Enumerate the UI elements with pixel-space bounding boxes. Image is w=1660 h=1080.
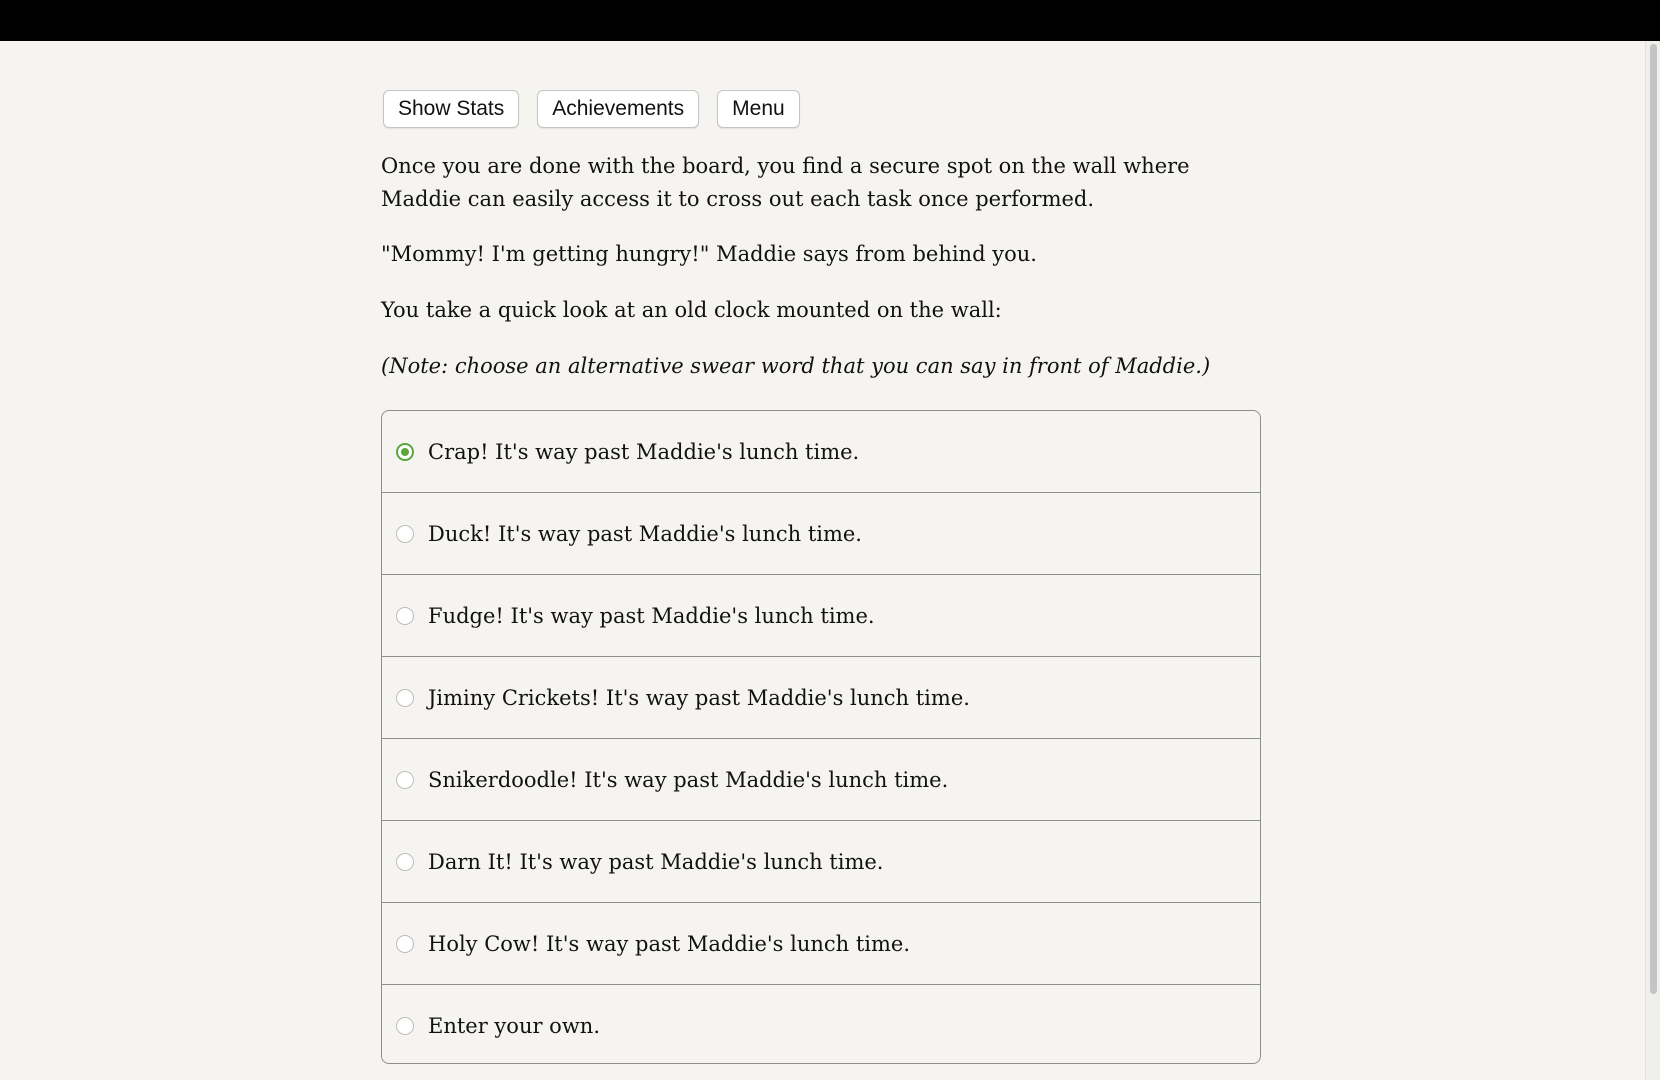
radio-icon[interactable]	[396, 771, 414, 789]
choice-label[interactable]: Crap! It's way past Maddie's lunch time.	[428, 439, 860, 464]
radio-selected-icon[interactable]	[396, 443, 414, 461]
choice-option[interactable]	[382, 903, 1260, 985]
radio-icon[interactable]	[396, 525, 414, 543]
choice-label[interactable]: Snikerdoodle! It's way past Maddie's lunch time.	[428, 767, 949, 792]
achievements-button[interactable]: Achievements	[537, 90, 699, 128]
choice-option[interactable]	[382, 411, 1260, 493]
radio-icon[interactable]	[396, 607, 414, 625]
choice-option[interactable]	[382, 493, 1260, 575]
story-note: (Note: choose an alternative swear word that you can say in front of Maddie.)	[381, 354, 1211, 378]
radio-icon[interactable]	[396, 935, 414, 953]
choice-option[interactable]	[382, 575, 1260, 657]
scrollbar-thumb[interactable]	[1650, 44, 1657, 994]
choice-option[interactable]	[382, 821, 1260, 903]
choice-label[interactable]: Fudge! It's way past Maddie's lunch time.	[428, 603, 875, 628]
story-paragraph-1: Once you are done with the board, you find a secure spot on the wall where Maddie can easily access it to cross out each task once performed.	[381, 154, 1190, 211]
story-paragraph-3: You take a quick look at an old clock mounted on the wall:	[381, 298, 1002, 322]
menu-button[interactable]: Menu	[717, 90, 800, 128]
radio-icon[interactable]	[396, 1017, 414, 1035]
radio-icon[interactable]	[396, 689, 414, 707]
radio-icon[interactable]	[396, 853, 414, 871]
show-stats-button[interactable]: Show Stats	[383, 90, 519, 128]
choice-label[interactable]: Jiminy Crickets! It's way past Maddie's lunch time.	[428, 685, 970, 710]
story-paragraph-2: "Mommy! I'm getting hungry!" Maddie says from behind you.	[381, 242, 1037, 266]
choice-label[interactable]: Darn It! It's way past Maddie's lunch time.	[428, 849, 884, 874]
top-bar	[0, 0, 1660, 41]
toolbar	[383, 90, 800, 128]
choice-label[interactable]: Enter your own.	[428, 1014, 600, 1038]
choice-label[interactable]: Holy Cow! It's way past Maddie's lunch time.	[428, 931, 911, 956]
choice-list	[381, 410, 1261, 1064]
choice-label[interactable]: Duck! It's way past Maddie's lunch time.	[428, 521, 862, 546]
choice-option[interactable]	[382, 657, 1260, 739]
choice-option[interactable]	[382, 985, 1260, 1064]
choice-option[interactable]	[382, 739, 1260, 821]
